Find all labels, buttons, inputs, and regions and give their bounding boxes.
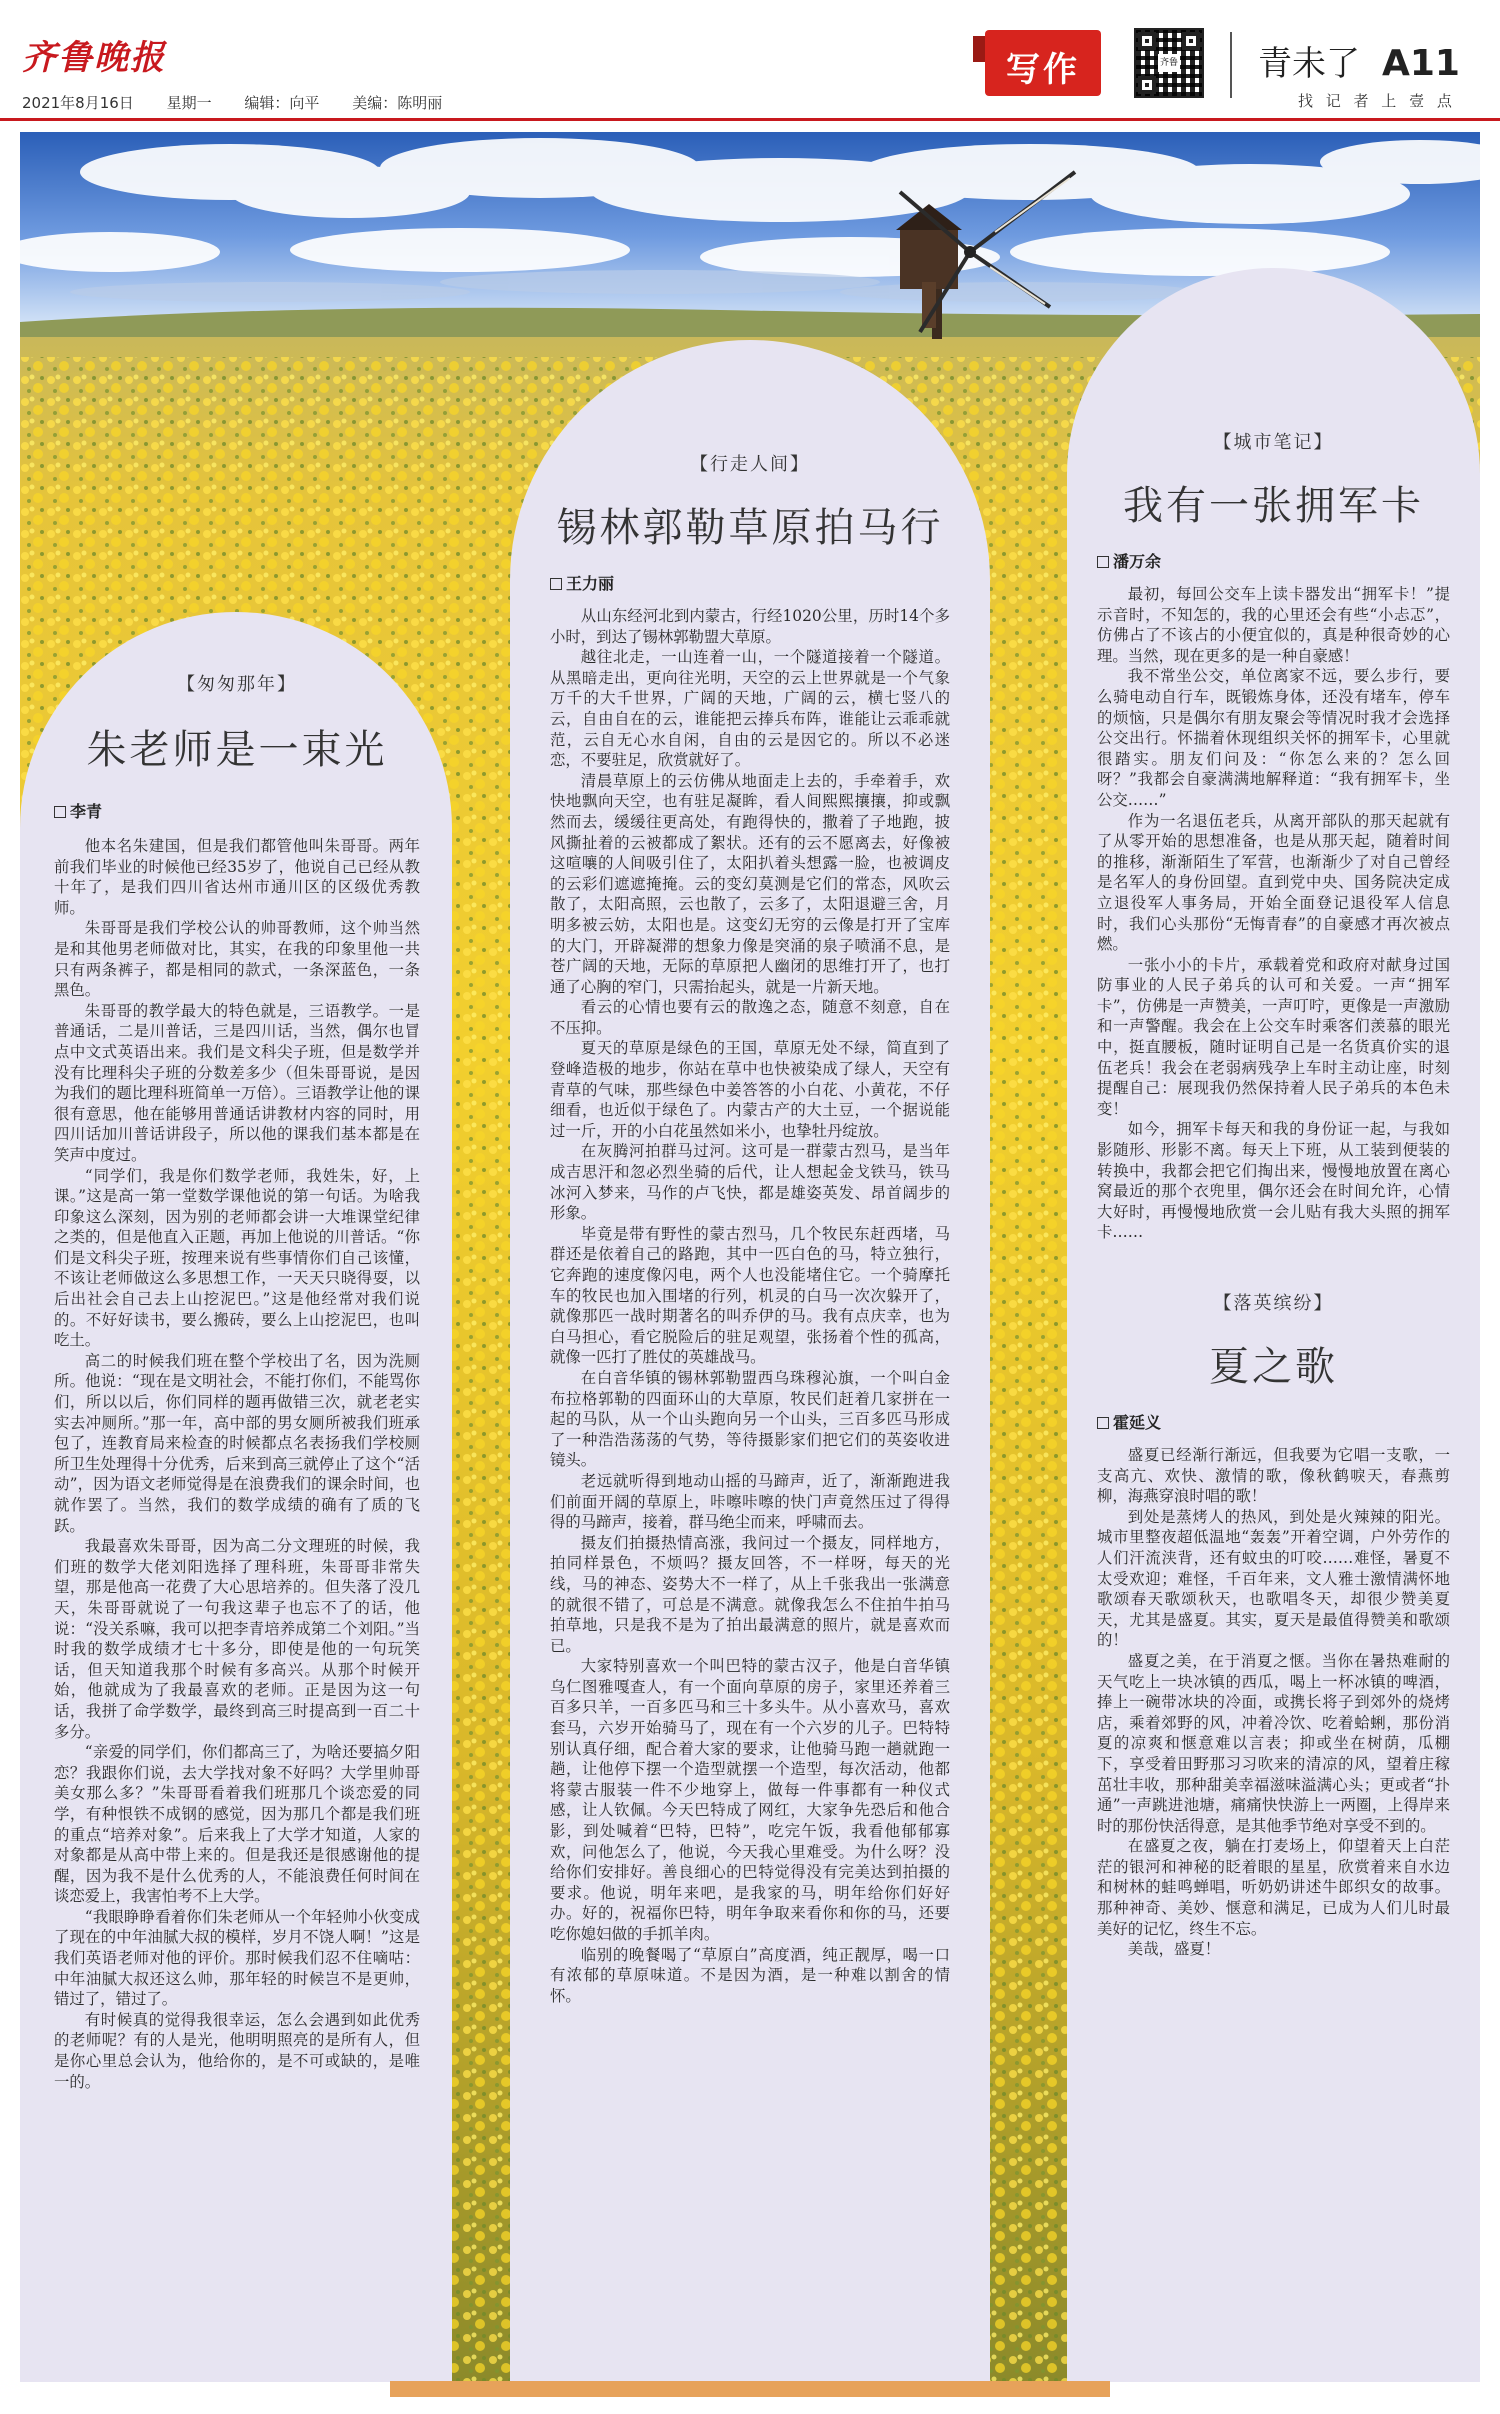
paragraph: “同学们，我是你们数学老师，我姓朱，好，上课。”这是高一第一堂数学课他说的第一句话。为啥我印象这么深刻，因为别的老师都会讲一大堆课堂纪律之类的，但是他直入正题，再加上他说的川普话。“你们是文科尖子班，按理来说有些事情你们自己该懂，不该让老师做这么多思想工作，一天天只晓得耍，以后出社会自己去上山挖泥巴。”这是他经常对我们说的。不好好读书，要么搬砖，要么上山挖泥巴，也叫吃土。 (54, 1166, 420, 1350)
paragraph: 我不常坐公交，单位离家不远，要么步行，要么骑电动自行车，既锻炼身体，还没有堵车，停车的烦恼，只是偶尔有朋友聚会等情况时我才会选择公交出行。怀揣着休现组织关怀的拥军卡，心里就很踏实。朋友们问及：“你怎么来的？怎么回呀？”我都会自豪满满地解释道：“我有拥军卡，坐公交……” (1097, 667, 1450, 809)
article-panel-grassland (510, 340, 990, 2382)
paragraph: 清晨草原上的云仿佛从地面走上去的，手牵着手，欢快地飘向天空，也有驻足凝眸，看人间熙熙攘攘，抑或飘然而去，缓缓往更高处，有跑得快的，撒着了子地跑，披风撕扯着的云被都成了絮状。还有的云不愿离去，好像被这喧嚷的人间吸引住了，太阳扒着头想露一脸，也被调皮的云彩们遮遮掩掩。云的变幻莫测是它们的常态，风吹云散了，太阳高照，云也散了，云多了，太阳退避三舍，月明多被云妨，太阳也是。这变幻无穷的云像是打开了宝库的大门，开辟凝滞的想象力像是突涌的泉子喷涌不息，是苍广阔的天地，无际的草原把人幽闭的思维打开了，也打通了心胸的窄门，只需抬起头，就是一片新天地。 (550, 771, 950, 996)
paragraph: 盛夏之美，在于消夏之惬。当你在暑热难耐的天气吃上一块冰镇的西瓜，喝上一杯冰镇的啤酒，捧上一碗带冰块的冷面，或携长将子到郊外的烧烤店，乘着郊野的风，冲着冷饮、吃着蛤蜊，那份消夏的凉爽和惬意难以言表；抑或坐在树荫，瓜棚下，享受着田野那习习吹来的清凉的风，望着庄稼茁壮丰收，那种甜美幸福滋味溢满心头；更或者“扑通”一声跳进池塘，痛痛快快游上一两圈，上得岸来时的那份快活得意，是其他季节绝对享受不到的。 (1097, 1651, 1450, 1835)
section-label: 写作 (1006, 50, 1080, 90)
article-author: 李青 (54, 799, 420, 822)
article-author: 王力丽 (550, 571, 950, 594)
section-tab (985, 30, 1101, 96)
column-tag: 【城市笔记】 (1213, 432, 1334, 453)
paragraph: 高二的时候我们班在整个学校出了名，因为洗厕所。他说：“现在是文明社会，不能打你们，不能骂你们，所以以后，你们同样的题再做错三次，就老老实实去冲厕所。”那一年，高中部的男女厕所被我们班承包了，连教育局来检查的时候都点名表扬我们学校厕所卫生处理得十分优秀，后来到高三就停止了这个“活动”，因为语文老师觉得是在浪费我们的课余时间，也就作罢了。当然，我们的数学成绩的确有了质的飞跃。 (54, 1351, 420, 1535)
page-number: A11 (1382, 43, 1460, 84)
article-body (54, 836, 420, 2092)
paragraph: 夏天的草原是绿色的王国，草原无处不绿，简直到了登峰造极的地步，你站在草中也快被染成了绿人，天空有青草的气味，那些绿色中姜答答的小白花、小黄花，不仔细看，也近似于绿色了。内蒙古产的大土豆，一个据说能过一斤，开的小白花虽然如米小，也挚牡丹绽放。 (550, 1039, 950, 1140)
paragraph: 盛夏已经渐行渐远，但我要为它唱一支歌，一支高亢、欢快、激情的歌，像秋鹤唳天，春燕剪柳，海燕穿浪时唱的歌！ (1097, 1446, 1450, 1506)
issue-meta-bar (22, 92, 470, 113)
article-panel-city-notes (1067, 268, 1480, 2382)
article-body (1097, 1445, 1450, 1960)
issue-date: 2021年8月16日 (22, 94, 134, 112)
header-rule (0, 118, 1500, 121)
issue-weekday: 星期一 (166, 94, 212, 112)
page-name: 青未了 (1258, 44, 1360, 84)
paragraph: 在盛夏之夜，躺在打麦场上，仰望着天上白茫茫的银河和神秘的眨着眼的星星，欣赏着来自水边和树林的蛙鸣蝉唱，听奶奶讲述牛郎织女的故事。那种神奇、美妙、惬意和满足，已成为人们儿时最美好的记忆，终生不忘。 (1097, 1837, 1450, 1938)
paragraph: 毕竟是带有野性的蒙古烈马，几个牧民东赶西堵，马群还是依着自己的路跑，其中一匹白色的马，特立独行，它奔跑的速度像闪电，两个人也没能堵住它。一个骑摩托车的牧民也加入围堵的行列，机灵的白马一次次躲开了，就像那匹一战时期著名的叫乔伊的马。我有点庆幸，也为白马担心，看它脱险后的驻足观望，张扬着个性的孤高，就像一匹打了胜仗的英雄战马。 (550, 1224, 950, 1367)
column-tag: 【落英缤纷】 (1213, 1293, 1334, 1314)
paragraph: 有时候真的觉得我很幸运，怎么会遇到如此优秀的老师呢？有的人是光，他明明照亮的是所有人，但是你心里总会认为，他给你的，是不可或缺的，是唯一的。 (54, 2010, 420, 2091)
article-title: 我有一张拥军卡 (1123, 483, 1424, 529)
qr-code-icon[interactable] (1134, 28, 1204, 98)
reporter-tagline: 找 记 者 上 壹 点 (1298, 92, 1456, 110)
paragraph: “我眼睁睁看着你们朱老师从一个年轻帅小伙变成了现在的中年油腻大叔的模样，岁月不饶人啊！”这是我们英语老师对他的评价。那时候我们忍不住嘀咕：中年油腻大叔还这么帅，那年轻的时候岂不是更帅，错过了，错过了。 (54, 1907, 420, 2009)
paragraph: 我最喜欢朱哥哥，因为高二分文理班的时候，我们班的数学大佬刘阳选择了理科班，朱哥哥非常失望，那是他高一花费了大心思培养的。但失落了没几天，朱哥哥就说了一句我这辈子也忘不了的话，他说：“没关系嘛，我可以把李青培养成第二个刘阳。”当时我的数学成绩才七十多分，即使是他的一句玩笑话，但天知道我那个时候有多高兴。从那个时候开始，他就成为了我最喜欢的老师。正是因为这一句话，我拼了命学数学，最终到高三时提高到一百二十多分。 (54, 1537, 420, 1741)
paragraph: 作为一名退伍老兵，从离开部队的那天起就有了从零开始的思想准备，也是从那天起，随着时间的推移，渐渐陌生了军营，也渐渐少了对自己曾经是名军人的身份回望。直到党中央、国务院决定成立退役军人事务局，开始全面登记退役军人信息时，我们心头那份“无悔青春”的自豪感才再次被点燃。 (1097, 811, 1450, 954)
article-author: 霍延义 (1097, 1410, 1450, 1433)
paragraph: 大家特别喜欢一个叫巴特的蒙古汉子，他是白音华镇乌仁图雅嘎查人，有一个面向草原的房子，家里还养着三百多只羊，一百多匹马和三十多头牛。从小喜欢马，喜欢套马，六岁开始骑马了，现在有一个六岁的儿子。巴特特别认真仔细，配合着大家的要求，让他骑马跑一趟就跑一趟，让他停下摆一个造型就摆一个造型，每次活动，他都将蒙古服装一件不少地穿上，做每一件事都有一种仪式感，让人钦佩。今天巴特成了网红，大家争先恐后和他合影，到处喊着“巴特，巴特”，吃完午饭，我看他郁郁寡欢，问他怎么了，他说，今天我心里难受。为什么呀？没给你们安排好。善良细心的巴特觉得没有完美达到拍摄的要求。他说，明年来吧，是我家的马，明年给你们好好办。好的，祝福你巴特，明年争取来看你和你的马，还要吃你媳妇做的手抓羊肉。 (550, 1657, 950, 1943)
article-panel-teacher (20, 612, 452, 2382)
paragraph: 到处是蒸烤人的热风，到处是火辣辣的阳光。城市里整夜超低温地“轰轰”开着空调，户外劳作的人们汗流浃背，还有蚊虫的叮咬……难怪，暑夏不太受欢迎；难怪，千百年来，文人雅士激情满怀地歌颂春天歌颂秋天，也歌唱冬天，却很少赞美夏天，尤其是盛夏。其实，夏天是最值得赞美和歌颂的！ (1097, 1507, 1450, 1650)
paragraph: 老远就听得到地动山摇的马蹄声，近了，渐渐跑进我们前面开阔的草原上，咔嚓咔嚓的快门声竟然压过了得得得的马蹄声，接着，群马绝尘而来，呼啸而去。 (550, 1471, 950, 1532)
article-title: 锡林郭勒草原拍马行 (556, 505, 944, 551)
paragraph: 越往北走，一山连着一山，一个隧道接着一个隧道。从黑暗走出，更向往光明，天空的云上世界就是一个气象万千的大千世界，广阔的天地，广阔的云，横七竖八的云，自由自在的云，谁能把云捧兵布阵，谁能让云乖乖就范，云自无心水自闲，自由的云是因它的。所以不必迷恋，不要驻足，欣赏就好了。 (550, 648, 950, 770)
paragraph: 朱哥哥的教学最大的特色就是，三语教学。一是普通话，二是川普话，三是四川话，当然，偶尔也冒点中文式英语出来。我们是文科尖子班，但是数学并没有比理科尖子班的分数差多少（但朱哥哥说，是因为我们的题比理科班简单一万倍）。三语教学让他的课很有意思，他在能够用普通话讲教材内容的同时，用四川话加川普话讲段子，所以他的课我们基本都是在笑声中度过。 (54, 1001, 420, 1164)
paragraph: 在灰腾河拍群马过河。这可是一群蒙古烈马，是当年成吉思汗和忽必烈坐骑的后代，让人想起金戈铁马，铁马冰河入梦来，马作的卢飞快，都是雄姿英发、昂首阔步的形象。 (550, 1142, 950, 1223)
designer-credit: 美编：陈明丽 (352, 94, 443, 112)
paragraph: 朱哥哥是我们学校公认的帅哥教师，这个帅当然是和其他男老师做对比，其实，在我的印象里他一共只有两条裤子，都是相同的款式，一条深蓝色，一条黑色。 (54, 919, 420, 1000)
article-title: 朱老师是一束光 (86, 727, 388, 773)
paragraph: 摄友们拍摄热情高涨，我问过一个摄友，同样地方，拍同样景色，不烦吗？摄友回答，不一样呀，每天的光线，马的神态、姿势大不一样了，从上千张我出一张满意的就很不错了，可总是不满意。就像我怎么不住拍牛拍马拍草地，只是我不是为了拍出最满意的照片，就是喜欢而已。 (550, 1533, 950, 1655)
paragraph: 一张小小的卡片，承载着党和政府对献身过国防事业的人民子弟兵的认可和关爱。一声“拥军卡”，仿佛是一声赞美，一声叮咛，更像是一声激励和一声警醒。我会在上公交车时乘客们羡慕的眼光中，挺直腰板，随时证明自己是一名货真价实的退伍老兵！我会在老弱病残孕上车时主动让座，时刻提醒自己：展现我仍然保持着人民子弟兵的本色未变！ (1097, 955, 1450, 1118)
paragraph: 临别的晚餐喝了“草原白”高度酒，纯正靓厚，喝一口有浓郁的草原味道。不是因为酒，是一种难以割舍的情怀。 (550, 1945, 950, 2005)
page-label (1258, 36, 1460, 85)
article-author: 潘万余 (1097, 549, 1450, 572)
newspaper-masthead-logo: 齐鲁晚报 (22, 38, 166, 78)
column-tag: 【行走人间】 (690, 454, 810, 475)
paragraph: 看云的心情也要有云的散逸之态，随意不刻意，自在不压抑。 (550, 998, 950, 1037)
column-tag: 【匆匆那年】 (177, 674, 297, 695)
paragraph: 如今，拥军卡每天和我的身份证一起，与我如影随形、形影不离。每天上下班，从工装到便装的转换中，我都会把它们掏出来，慢慢地放置在离心窝最近的那个衣兜里，偶尔还会在时间允许，心情大好时，再慢慢地欣赏一会儿贴有我大头照的拥军卡…… (1097, 1120, 1450, 1242)
paragraph: 从山东经河北到内蒙古，行经1020公里，历时14个多小时，到达了锡林郭勒盟大草原。 (550, 607, 950, 646)
paragraph: 在白音华镇的锡林郭勒盟西乌珠穆沁旗，一个叫白金布拉格郭勒的四面环山的大草原，牧民们赶着几家拼在一起的马队，从一个山头跑向另一个山头，三百多匹马形成了一种浩浩荡荡的气势，等待摄影家们把它们的英姿收进镜头。 (550, 1368, 950, 1470)
article-body (1097, 584, 1450, 1243)
bottom-decoration-strip (390, 2381, 1110, 2397)
paragraph: 最初，每回公交车上读卡器发出“拥军卡！”提示音时，不知怎的，我的心里还会有些“小忐忑”，仿佛占了不该占的小便宜似的，真是种很奇妙的心理。当然，现在更多的是一种自豪感！ (1097, 585, 1450, 665)
section-flag-decoration (973, 36, 985, 62)
article-body (550, 606, 950, 2006)
paragraph: 美哉，盛夏！ (1127, 1940, 1221, 1959)
paragraph: “亲爱的同学们，你们都高三了，为啥还要搞夕阳恋？我跟你们说，去大学找对象不好吗？大学里帅哥美女那么多？”朱哥哥看着我们班那几个谈恋爱的同学，有种恨铁不成钢的感觉，因为那几个都是我们班的重点“培养对象”。后来我上了大学才知道，人家的对象都是从高中带上来的。但是我还是很感谢他的提醒，因为我不是什么优秀的人，不能浪费任何时间在谈恋爱上，我害怕考不上大学。 (54, 1743, 420, 1906)
article-title: 夏之歌 (1209, 1344, 1338, 1390)
header-divider (1230, 32, 1232, 98)
editor-credit: 编辑：向平 (244, 94, 320, 112)
paragraph: 他本名朱建国，但是我们都管他叫朱哥哥。两年前我们毕业的时候他已经35岁了，他说自己已经从教十年了，是我们四川省达州市通川区的区级优秀教师。 (54, 837, 420, 917)
qr-badge: 齐鲁 (1158, 54, 1180, 72)
